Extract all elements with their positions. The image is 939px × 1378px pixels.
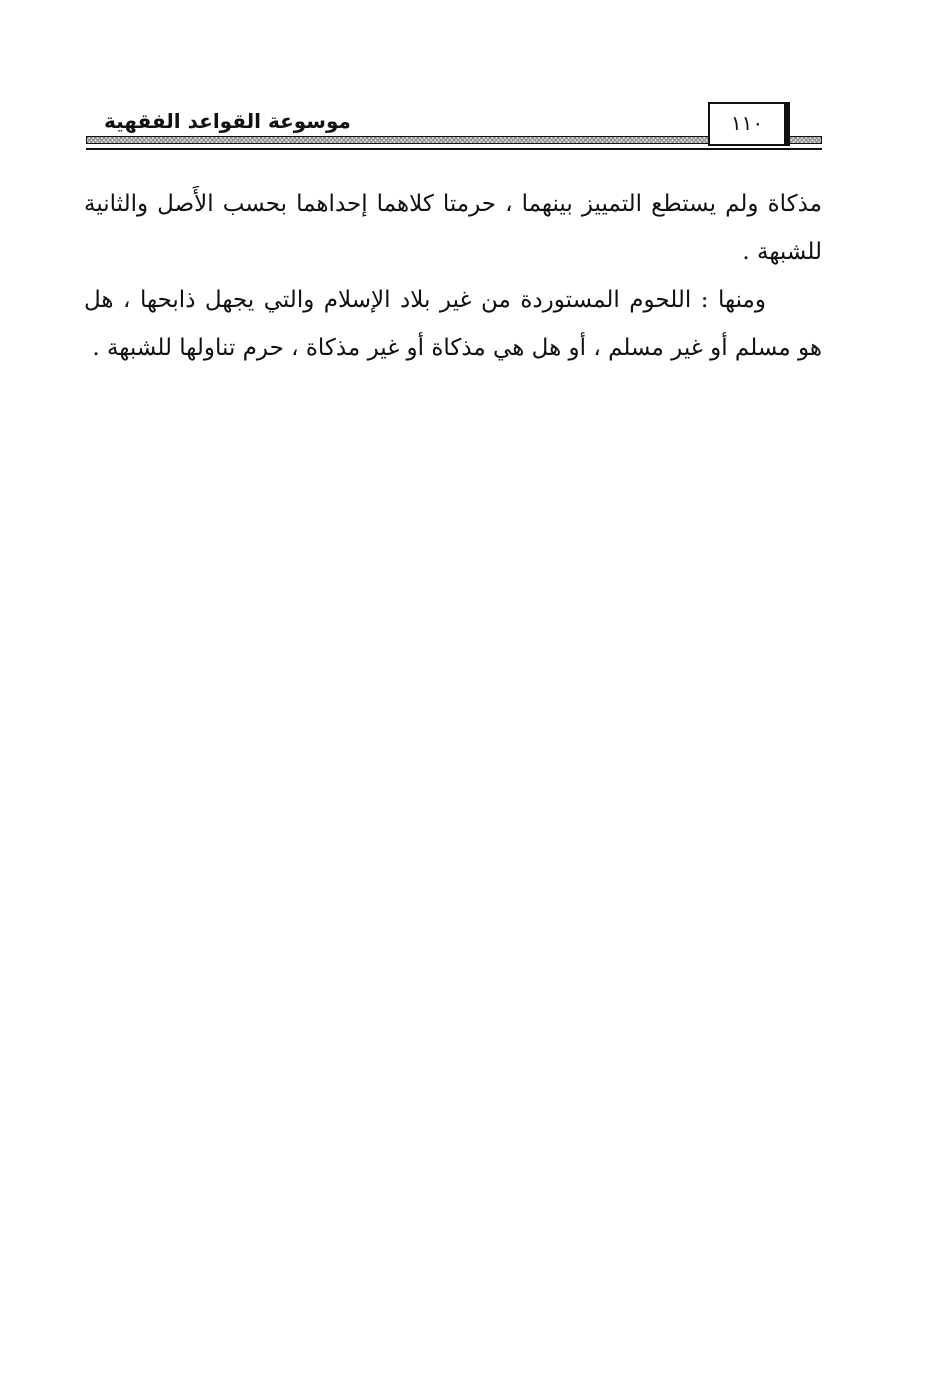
paragraph: مذكاة ولم يستطع التمييز بينهما ، حرمتا كلاهما إحداهما بحسب الأَصل والثانية للشبهة . <box>84 191 822 265</box>
header-rule <box>86 148 822 150</box>
body-text <box>84 180 822 372</box>
paragraph: ومنها : اللحوم المستوردة من غير بلاد الإسلام والتي يجهل ذابحها ، هل هو مسلم أو غير مسلم ، أو هل هي مذكاة أو غير مذكاة ، حرم تناولها للشبهة . <box>84 287 822 361</box>
running-title: موسوعة القواعد الفقهية <box>100 108 355 134</box>
page-header <box>86 100 822 152</box>
page-number: ١١٠ <box>708 102 790 146</box>
